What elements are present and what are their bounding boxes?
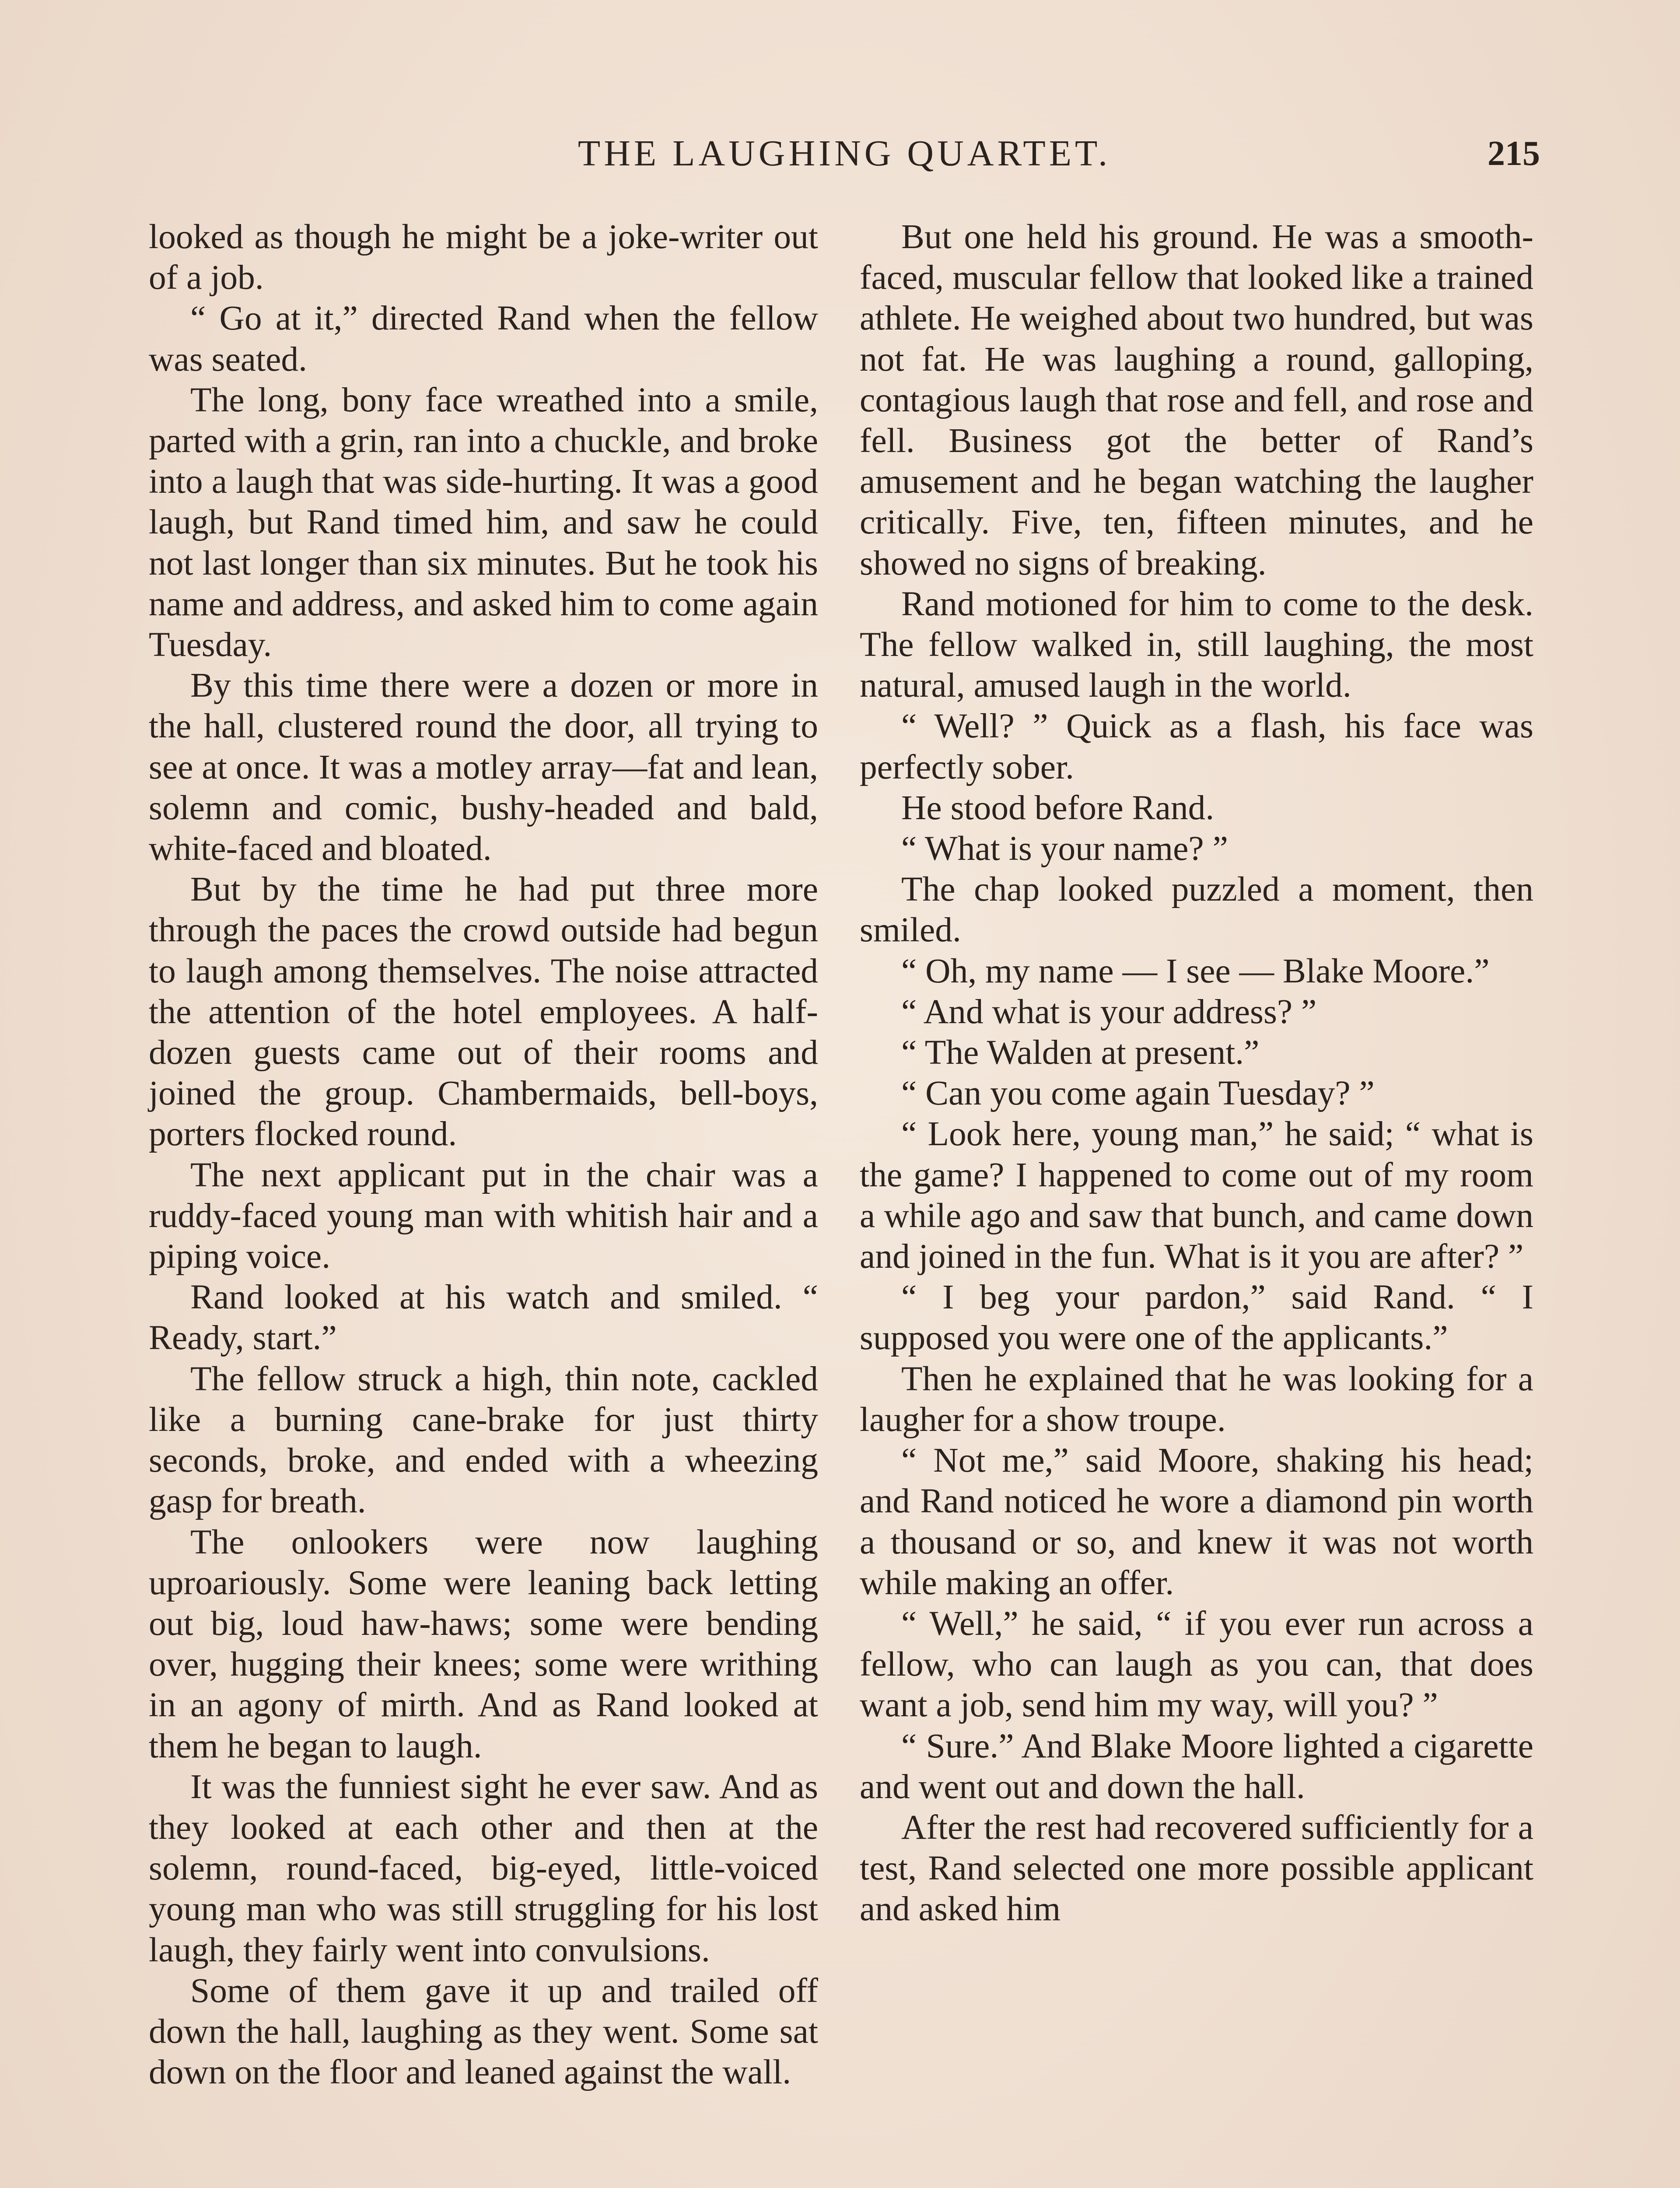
paragraph: Rand looked at his watch and smiled. “ Ready, start.” [149,1278,818,1357]
paragraph: Rand motioned for him to come to the desk. The fellow walked in, still laughing, the most natural, amused laugh in the world. [860,584,1533,705]
paragraph: “ The Walden at present.” [901,1033,1260,1072]
paragraph: The chap looked puzzled a moment, then smiled. [860,870,1533,950]
page-number: 215 [1488,134,1540,173]
paragraph: “ I beg your pardon,” said Rand. “ I supposed you were one of the applicants.” [860,1278,1533,1357]
paragraph: “ Can you come again Tuesday? ” [901,1074,1375,1113]
paragraph: It was the funniest sight he ever saw. And as they looked at each other and then at the solemn, round-faced, big-eyed, little-voiced young man who was still struggling for his lost laugh, they fairly went into convulsions. [149,1767,818,1969]
paragraph: The long, bony face wreathed into a smile, parted with a grin, ran into a chuckle, and broke into a laugh that was side-hurting. It was a good laugh, but Rand timed him, and saw he could not last longer than six minutes. But he took his name and address, and asked him to come again Tuesday. [149,380,818,664]
paragraph: He stood before Rand. [901,788,1214,827]
paragraph: After the rest had recovered sufficiently for a test, Rand selected one more possible applicant and asked him [860,1808,1533,1929]
paragraph: looked as though he might be a joke-writer out of a job. [149,217,818,297]
paragraph: “ And what is your address? ” [901,992,1317,1031]
running-title: THE LAUGHING QUARTET. [578,133,1111,174]
paragraph: “ Not me,” said Moore, shaking his head; and Rand noticed he wore a diamond pin worth a thousand or so, and knew it was not worth while making an offer. [860,1441,1533,1602]
paragraph: The fellow struck a high, thin note, cackled like a burning cane-brake for just thirty seconds, broke, and ended with a wheezing gasp for breath. [149,1359,818,1521]
paragraph: The next applicant put in the chair was a ruddy-faced young man with whitish hair and a piping voice. [149,1155,818,1276]
paragraph: “ What is your name? ” [901,829,1228,868]
right-column [860,217,1533,1930]
paragraph: “ Oh, my name — I see — Blake Moore.” [901,951,1490,990]
paragraph: But by the time he had put three more through the paces the crowd outside had begun to laugh among themselves. The noise attracted the attention of the hotel employees. A half-dozen guests came out of their rooms and joined the group. Chambermaids, bell-boys, porters flocked round. [149,870,818,1154]
left-column [149,217,818,2093]
paragraph: “ Well? ” Quick as a flash, his face was perfectly sober. [860,707,1533,786]
paragraph: But one held his ground. He was a smooth-faced, muscular fellow that looked like a trained athlete. He weighed about two hundred, but was not fat. He was laughing a round, galloping, contagious laugh that rose and fell, and rose and fell. Business got the better of Rand’s amusement and he began watching the laugher critically. Five, ten, fifteen minutes, and he showed no signs of breaking. [860,217,1533,582]
paragraph: “ Sure.” And Blake Moore lighted a cigarette and went out and down the hall. [860,1726,1533,1806]
paragraph: “ Well,” he said, “ if you ever run across a fellow, who can laugh as you can, that does want a job, send him my way, will you? ” [860,1604,1533,1725]
paragraph: “ Look here, young man,” he said; “ what is the game? I happened to come out of my room a while ago and saw that bunch, and came down and joined in the fun. What is it you are after? ” [860,1115,1533,1276]
paragraph: Some of them gave it up and trailed off down the hall, laughing as they went. Some sat down on the floor and leaned against the wall. [149,1971,818,2092]
paragraph: Then he explained that he was looking for a laugher for a show troupe. [860,1359,1533,1439]
paragraph: “ Go at it,” directed Rand when the fellow was seated. [149,299,818,379]
paragraph: By this time there were a dozen or more in the hall, clustered round the door, all trying to see at once. It was a motley array—fat and lean, solemn and comic, bushy-headed and bald, white-faced and bloated. [149,666,818,868]
page-header [149,130,1540,178]
paragraph: The onlookers were now laughing uproariously. Some were leaning back letting out big, loud haw-haws; some were bending over, hugging their knees; some were writhing in an agony of mirth. And as Rand looked at them he began to laugh. [149,1522,818,1765]
